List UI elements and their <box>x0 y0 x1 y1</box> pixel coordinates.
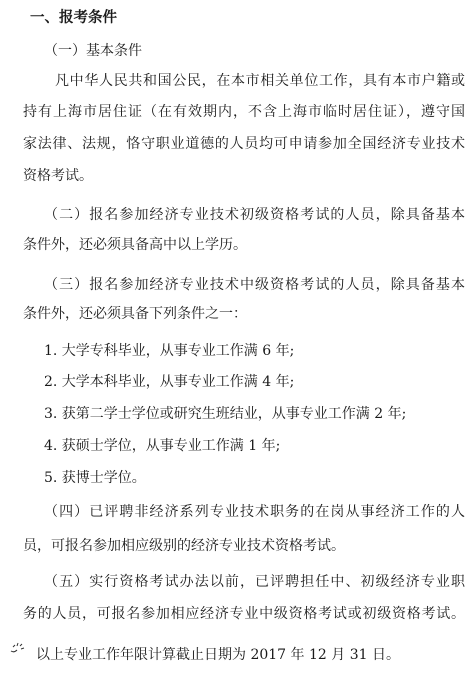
junior-exam-line-1: （二）报名参加经济专业技术初级资格考试的人员，除具备基本 <box>44 207 465 223</box>
intermediate-exam-line-1: （三）报名参加经济专业技术中级资格考试的人员，除具备基本 <box>44 277 465 293</box>
basic-conditions-line-3: 家法律、法规，恪守职业道德的人员均可申请参加全国经济专业技术 <box>23 136 465 152</box>
basic-conditions-line-1: 凡中华人民共和国公民，在本市相关单位工作，具有本市户籍或 <box>55 73 465 89</box>
basic-conditions-line-4: 资格考试。 <box>23 168 93 184</box>
footnote-mark-icon <box>10 641 26 655</box>
condition-item-4: 4. 获硕士学位，从事专业工作满 1 年; <box>44 438 281 454</box>
intermediate-exam-line-2: 条件外，还必须具备下列条件之一： <box>23 306 247 322</box>
basic-conditions-line-2: 持有上海市居住证（在有效期内，不含上海市临时居住证），遵守国 <box>23 104 465 120</box>
condition-item-5: 5. 获博士学位。 <box>44 470 146 486</box>
non-economic-staff-line-2: 员，可报名参加相应级别的经济专业技术资格考试。 <box>23 538 345 554</box>
condition-item-2: 2. 大学本科毕业，从事专业工作满 4 年; <box>44 374 295 390</box>
junior-exam-line-2: 条件外，还必须具备高中以上学历。 <box>23 237 247 253</box>
condition-item-3: 3. 获第二学士学位或研究生班结业，从事专业工作满 2 年; <box>44 406 407 422</box>
prior-appointment-line-2: 务的人员，可报名参加相应经济专业中级资格考试或初级资格考试。 <box>23 606 465 622</box>
prior-appointment-line-1: （五）实行资格考试办法以前，已评聘担任中、初级经济专业职 <box>44 574 465 590</box>
section-heading: 一、报考条件 <box>30 9 117 26</box>
subheading-basic-conditions: （一）基本条件 <box>44 43 142 59</box>
deadline-note: 以上专业工作年限计算截止日期为 2017 年 12 月 31 日。 <box>36 647 400 663</box>
non-economic-staff-line-1: （四）已评聘非经济系列专业技术职务的在岗从事经济工作的人 <box>44 504 465 520</box>
condition-item-1: 1. 大学专科毕业，从事专业工作满 6 年; <box>44 343 295 359</box>
